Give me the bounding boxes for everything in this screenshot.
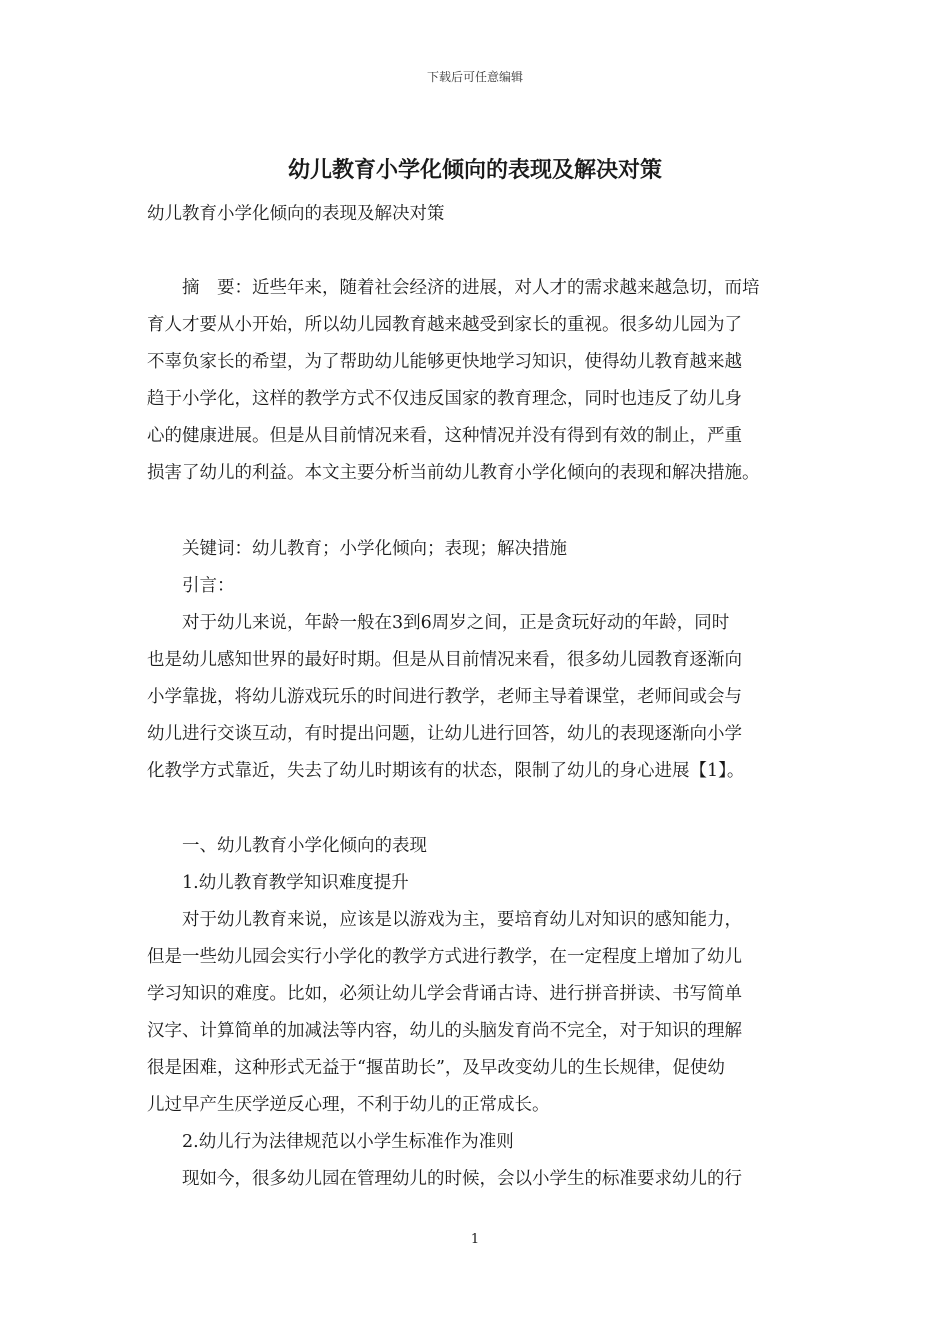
body-line: 对于幼儿教育来说，应该是以游戏为主，要培育幼儿对知识的感知能力，	[147, 910, 742, 930]
page-number: 1	[470, 1232, 480, 1247]
document-title: 幼儿教育小学化倾向的表现及解决对策	[287, 157, 662, 183]
body-line: 幼儿进行交谈互动，有时提出问题，让幼儿进行回答，幼儿的表现逐渐向小学	[147, 724, 742, 744]
body-line: 对于幼儿来说，年龄一般在3到6周岁之间，正是贪玩好动的年龄，同时	[147, 613, 730, 633]
body-line: 儿过早产生厌学逆反心理，不利于幼儿的正常成长。	[147, 1095, 550, 1115]
intro-heading: 引言：	[147, 576, 235, 596]
abstract-line: 摘 要：近些年来，随着社会经济的进展，对人才的需求越来越急切，而培	[147, 278, 760, 298]
page-header: 下载后可任意编辑	[426, 70, 523, 84]
subsection-heading: 1.幼儿教育教学知识难度提升	[147, 873, 409, 893]
abstract-line: 育人才要从小开始，所以幼儿园教育越来越受到家长的重视。很多幼儿园为了	[147, 315, 742, 335]
body-line: 现如今，很多幼儿园在管理幼儿的时候，会以小学生的标准要求幼儿的行	[147, 1169, 742, 1189]
subtitle-line: 幼儿教育小学化倾向的表现及解决对策	[147, 204, 445, 224]
body-line: 也是幼儿感知世界的最好时期。但是从目前情况来看，很多幼儿园教育逐渐向	[147, 650, 742, 670]
body-line: 化教学方式靠近，失去了幼儿时期该有的状态，限制了幼儿的身心进展【1】。	[147, 761, 745, 781]
body-line: 但是一些幼儿园会实行小学化的教学方式进行教学，在一定程度上增加了幼儿	[147, 947, 742, 967]
abstract-line: 心的健康进展。但是从目前情况来看，这种情况并没有得到有效的制止，严重	[147, 426, 742, 446]
section-heading: 一、幼儿教育小学化倾向的表现	[147, 836, 427, 856]
subsection-heading: 2.幼儿行为法律规范以小学生标准作为准则	[147, 1132, 514, 1152]
keywords-line: 关键词：幼儿教育；小学化倾向；表现；解决措施	[147, 539, 567, 559]
body-line: 小学靠拢，将幼儿游戏玩乐的时间进行教学，老师主导着课堂，老师间或会与	[147, 687, 742, 707]
abstract-line: 损害了幼儿的利益。本文主要分析当前幼儿教育小学化倾向的表现和解决措施。	[147, 463, 760, 483]
abstract-line: 不辜负家长的希望，为了帮助幼儿能够更快地学习知识，使得幼儿教育越来越	[147, 352, 742, 372]
body-line: 汉字、计算简单的加减法等内容，幼儿的头脑发育尚不完全，对于知识的理解	[147, 1021, 742, 1041]
body-line: 很是困难，这种形式无益于“揠苗助长”，及早改变幼儿的生长规律，促使幼	[147, 1058, 725, 1078]
abstract-line: 趋于小学化，这样的教学方式不仅违反国家的教育理念，同时也违反了幼儿身	[147, 389, 742, 409]
body-line: 学习知识的难度。比如，必须让幼儿学会背诵古诗、进行拼音拼读、书写简单	[147, 984, 742, 1004]
